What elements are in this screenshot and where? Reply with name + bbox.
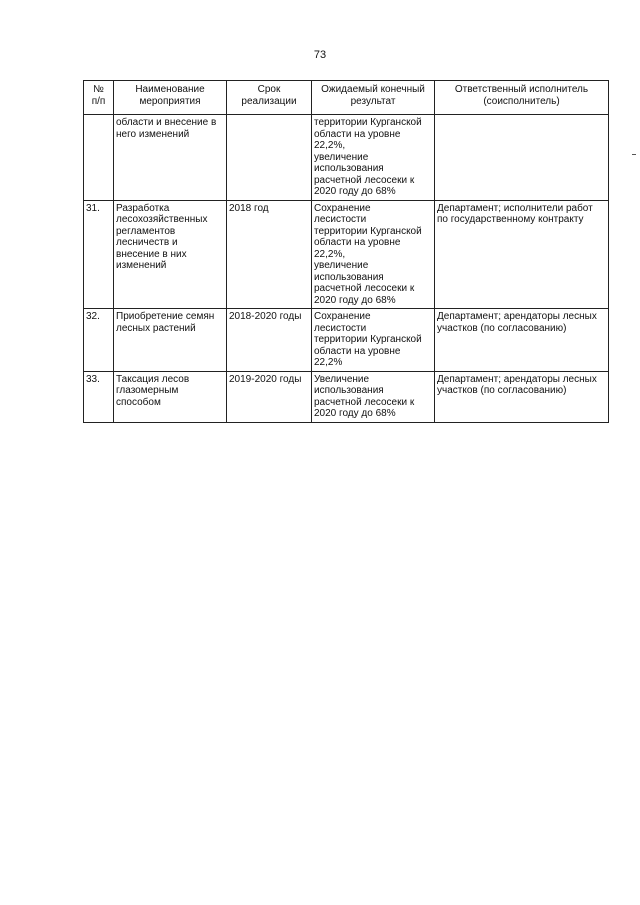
row-responsible: Департамент; исполнители работ по государственному контракту (435, 200, 609, 309)
row-expected-result: территории Курганской области на уровне 22,2%, увеличение использования расчетной лесосеки к 2020 году до 68% (312, 115, 435, 201)
table-row (84, 309, 609, 372)
row-term: 2019-2020 годы (227, 371, 312, 422)
measures-table (83, 80, 609, 423)
row-term: 2018 год (227, 200, 312, 309)
header-responsible: Ответственный исполнитель (соисполнитель) (435, 81, 609, 115)
table-row (84, 200, 609, 309)
page-number: 73 (313, 49, 327, 61)
row-number (84, 115, 114, 201)
header-row (84, 81, 609, 115)
row-term (227, 115, 312, 201)
header-measure-name: Наименование мероприятия (114, 81, 227, 115)
row-responsible: Департамент; арендаторы лесных участков (по согласованию) (435, 309, 609, 372)
row-number: 33. (84, 371, 114, 422)
row-measure-name: Таксация лесов глазомерным способом (114, 371, 227, 422)
row-expected-result: Сохранение лесистости территории Курганской области на уровне 22,2%, увеличение использования расчетной лесосеки к 2020 году до 68% (312, 200, 435, 309)
header-number: № п/п (84, 81, 114, 115)
header-expected-result: Ожидаемый конечный результат (312, 81, 435, 115)
row-term: 2018-2020 годы (227, 309, 312, 372)
table-row (84, 371, 609, 422)
row-expected-result: Сохранение лесистости территории Курганской области на уровне 22,2% (312, 309, 435, 372)
row-responsible: Департамент; арендаторы лесных участков (по согласованию) (435, 371, 609, 422)
table-body (84, 115, 609, 423)
row-number: 32. (84, 309, 114, 372)
row-measure-name: области и внесение в него изменений (114, 115, 227, 201)
table-header (84, 81, 609, 115)
row-responsible (435, 115, 609, 201)
table-row (84, 115, 609, 201)
margin-mark (632, 154, 636, 155)
row-measure-name: Разработка лесохозяйственных регламентов лесничеств и внесение в них изменений (114, 200, 227, 309)
row-expected-result: Увеличение использования расчетной лесосеки к 2020 году до 68% (312, 371, 435, 422)
row-measure-name: Приобретение семян лесных растений (114, 309, 227, 372)
header-term: Срок реализации (227, 81, 312, 115)
row-number: 31. (84, 200, 114, 309)
